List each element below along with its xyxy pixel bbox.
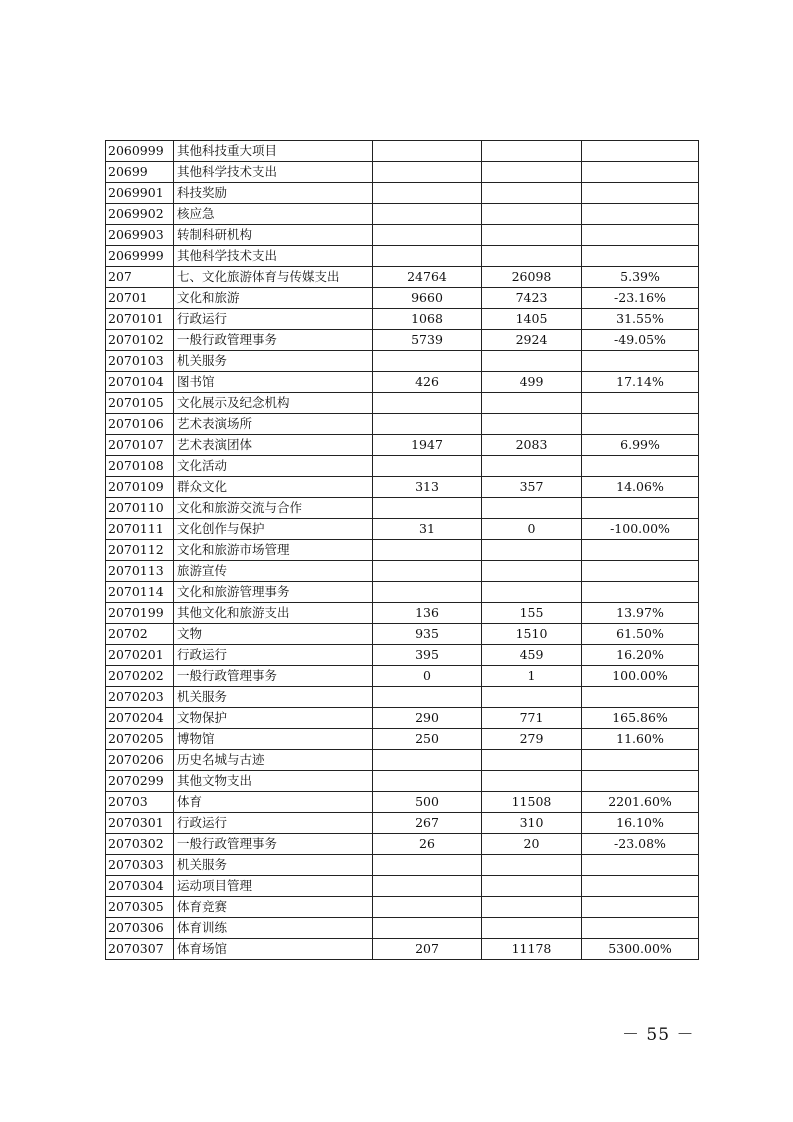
cell-code: 2070202 — [106, 666, 174, 687]
table-row — [106, 393, 699, 414]
cell-value-1: 500 — [373, 792, 482, 813]
budget-table-body — [106, 141, 699, 960]
cell-value-2 — [482, 456, 582, 477]
cell-value-2 — [482, 687, 582, 708]
cell-name: 一般行政管理事务 — [174, 330, 373, 351]
cell-percent: 16.10% — [582, 813, 699, 834]
cell-value-2: 26098 — [482, 267, 582, 288]
cell-code: 2070106 — [106, 414, 174, 435]
table-row — [106, 582, 699, 603]
cell-name: 文物 — [174, 624, 373, 645]
cell-name: 体育场馆 — [174, 939, 373, 960]
table-row — [106, 834, 699, 855]
cell-value-1 — [373, 414, 482, 435]
cell-name: 一般行政管理事务 — [174, 666, 373, 687]
cell-value-1: 1068 — [373, 309, 482, 330]
cell-percent — [582, 351, 699, 372]
cell-value-1: 5739 — [373, 330, 482, 351]
cell-value-1 — [373, 456, 482, 477]
table-row — [106, 183, 699, 204]
cell-code: 2070206 — [106, 750, 174, 771]
table-row — [106, 162, 699, 183]
cell-code: 2070203 — [106, 687, 174, 708]
cell-percent — [582, 456, 699, 477]
cell-percent: 13.97% — [582, 603, 699, 624]
cell-value-2 — [482, 498, 582, 519]
cell-code: 2070305 — [106, 897, 174, 918]
cell-code: 2070302 — [106, 834, 174, 855]
cell-code: 2070112 — [106, 540, 174, 561]
cell-code: 2069999 — [106, 246, 174, 267]
table-row — [106, 309, 699, 330]
cell-percent — [582, 582, 699, 603]
cell-value-2: 7423 — [482, 288, 582, 309]
cell-value-1 — [373, 876, 482, 897]
cell-percent: 17.14% — [582, 372, 699, 393]
table-row — [106, 351, 699, 372]
table-row — [106, 771, 699, 792]
cell-name: 其他科技重大项目 — [174, 141, 373, 162]
table-row — [106, 561, 699, 582]
cell-code: 2069902 — [106, 204, 174, 225]
cell-value-1 — [373, 561, 482, 582]
cell-value-2: 1 — [482, 666, 582, 687]
cell-code: 2070303 — [106, 855, 174, 876]
table-row — [106, 246, 699, 267]
table-row — [106, 414, 699, 435]
cell-percent: -23.16% — [582, 288, 699, 309]
cell-value-1 — [373, 918, 482, 939]
cell-code: 20702 — [106, 624, 174, 645]
cell-percent: 100.00% — [582, 666, 699, 687]
cell-value-1: 1947 — [373, 435, 482, 456]
cell-value-2: 310 — [482, 813, 582, 834]
cell-name: 艺术表演场所 — [174, 414, 373, 435]
table-row — [106, 645, 699, 666]
cell-percent — [582, 855, 699, 876]
table-row — [106, 267, 699, 288]
table-row — [106, 792, 699, 813]
table-row — [106, 477, 699, 498]
cell-value-2: 1510 — [482, 624, 582, 645]
cell-value-2: 20 — [482, 834, 582, 855]
cell-value-2: 2924 — [482, 330, 582, 351]
cell-name: 文化和旅游 — [174, 288, 373, 309]
cell-percent — [582, 141, 699, 162]
cell-value-1 — [373, 225, 482, 246]
cell-value-2 — [482, 414, 582, 435]
cell-name: 其他科学技术支出 — [174, 162, 373, 183]
cell-value-1: 250 — [373, 729, 482, 750]
table-row — [106, 729, 699, 750]
cell-code: 2070299 — [106, 771, 174, 792]
cell-code: 2070105 — [106, 393, 174, 414]
table-row — [106, 939, 699, 960]
table-row — [106, 519, 699, 540]
cell-percent — [582, 498, 699, 519]
cell-value-2: 2083 — [482, 435, 582, 456]
cell-name: 七、文化旅游体育与传媒支出 — [174, 267, 373, 288]
cell-name: 文化和旅游管理事务 — [174, 582, 373, 603]
cell-value-1 — [373, 498, 482, 519]
cell-value-1: 31 — [373, 519, 482, 540]
cell-value-2: 499 — [482, 372, 582, 393]
cell-name: 文化和旅游交流与合作 — [174, 498, 373, 519]
cell-code: 20701 — [106, 288, 174, 309]
cell-percent — [582, 540, 699, 561]
table-row — [106, 603, 699, 624]
cell-value-2: 11178 — [482, 939, 582, 960]
cell-code: 2070201 — [106, 645, 174, 666]
cell-percent — [582, 561, 699, 582]
cell-percent: 16.20% — [582, 645, 699, 666]
table-row — [106, 141, 699, 162]
cell-value-1 — [373, 897, 482, 918]
cell-value-1: 313 — [373, 477, 482, 498]
cell-value-2 — [482, 351, 582, 372]
cell-code: 2070301 — [106, 813, 174, 834]
cell-value-1: 0 — [373, 666, 482, 687]
cell-name: 文化展示及纪念机构 — [174, 393, 373, 414]
cell-value-1: 207 — [373, 939, 482, 960]
cell-name: 文化创作与保护 — [174, 519, 373, 540]
table-row — [106, 330, 699, 351]
cell-percent: -23.08% — [582, 834, 699, 855]
cell-value-1 — [373, 750, 482, 771]
cell-percent: 11.60% — [582, 729, 699, 750]
cell-value-2: 11508 — [482, 792, 582, 813]
table-row — [106, 687, 699, 708]
cell-value-1: 136 — [373, 603, 482, 624]
cell-code: 2070205 — [106, 729, 174, 750]
cell-percent — [582, 246, 699, 267]
cell-value-1 — [373, 204, 482, 225]
cell-percent — [582, 918, 699, 939]
cell-code: 2069903 — [106, 225, 174, 246]
cell-value-2 — [482, 582, 582, 603]
table-row — [106, 225, 699, 246]
cell-name: 其他科学技术支出 — [174, 246, 373, 267]
cell-name: 体育竞赛 — [174, 897, 373, 918]
cell-name: 旅游宣传 — [174, 561, 373, 582]
cell-percent: -100.00% — [582, 519, 699, 540]
cell-value-2 — [482, 876, 582, 897]
cell-percent: -49.05% — [582, 330, 699, 351]
cell-value-2 — [482, 204, 582, 225]
cell-value-2 — [482, 540, 582, 561]
cell-name: 机关服务 — [174, 351, 373, 372]
cell-code: 2070304 — [106, 876, 174, 897]
cell-name: 群众文化 — [174, 477, 373, 498]
cell-name: 体育 — [174, 792, 373, 813]
cell-value-1: 267 — [373, 813, 482, 834]
cell-code: 2070307 — [106, 939, 174, 960]
cell-code: 2070104 — [106, 372, 174, 393]
cell-value-2: 1405 — [482, 309, 582, 330]
cell-value-1 — [373, 855, 482, 876]
cell-value-1: 24764 — [373, 267, 482, 288]
cell-value-2: 771 — [482, 708, 582, 729]
cell-name: 其他文化和旅游支出 — [174, 603, 373, 624]
cell-value-2 — [482, 750, 582, 771]
cell-code: 2069901 — [106, 183, 174, 204]
cell-name: 行政运行 — [174, 813, 373, 834]
cell-value-1 — [373, 141, 482, 162]
cell-name: 一般行政管理事务 — [174, 834, 373, 855]
cell-code: 207 — [106, 267, 174, 288]
cell-value-2 — [482, 141, 582, 162]
cell-name: 行政运行 — [174, 309, 373, 330]
table-row — [106, 498, 699, 519]
cell-value-2: 459 — [482, 645, 582, 666]
cell-value-2: 0 — [482, 519, 582, 540]
cell-name: 历史名城与古迹 — [174, 750, 373, 771]
cell-value-1 — [373, 183, 482, 204]
cell-percent — [582, 204, 699, 225]
cell-code: 2070199 — [106, 603, 174, 624]
cell-percent — [582, 183, 699, 204]
cell-percent — [582, 225, 699, 246]
cell-value-2 — [482, 225, 582, 246]
cell-name: 博物馆 — [174, 729, 373, 750]
cell-name: 艺术表演团体 — [174, 435, 373, 456]
cell-percent: 61.50% — [582, 624, 699, 645]
page-number: － 55 － — [622, 1025, 695, 1045]
table-row — [106, 288, 699, 309]
cell-code: 2070103 — [106, 351, 174, 372]
cell-percent: 5.39% — [582, 267, 699, 288]
cell-value-1 — [373, 351, 482, 372]
table-row — [106, 813, 699, 834]
cell-code: 2070101 — [106, 309, 174, 330]
cell-value-1: 290 — [373, 708, 482, 729]
cell-percent: 14.06% — [582, 477, 699, 498]
cell-name: 行政运行 — [174, 645, 373, 666]
cell-percent: 31.55% — [582, 309, 699, 330]
cell-value-2 — [482, 246, 582, 267]
cell-name: 文物保护 — [174, 708, 373, 729]
cell-value-1 — [373, 162, 482, 183]
cell-percent: 2201.60% — [582, 792, 699, 813]
cell-name: 转制科研机构 — [174, 225, 373, 246]
table-row — [106, 456, 699, 477]
cell-value-1: 935 — [373, 624, 482, 645]
table-row — [106, 855, 699, 876]
table-row — [106, 918, 699, 939]
cell-name: 文化和旅游市场管理 — [174, 540, 373, 561]
cell-value-2: 279 — [482, 729, 582, 750]
cell-value-2 — [482, 918, 582, 939]
cell-code: 2070306 — [106, 918, 174, 939]
cell-name: 核应急 — [174, 204, 373, 225]
cell-name: 图书馆 — [174, 372, 373, 393]
table-row — [106, 750, 699, 771]
cell-value-1 — [373, 246, 482, 267]
table-row — [106, 708, 699, 729]
cell-code: 2070110 — [106, 498, 174, 519]
cell-percent: 165.86% — [582, 708, 699, 729]
cell-value-2 — [482, 855, 582, 876]
cell-percent — [582, 771, 699, 792]
cell-value-1: 26 — [373, 834, 482, 855]
cell-value-1 — [373, 582, 482, 603]
cell-code: 2070107 — [106, 435, 174, 456]
cell-name: 科技奖励 — [174, 183, 373, 204]
table-row — [106, 435, 699, 456]
cell-percent — [582, 897, 699, 918]
cell-value-2 — [482, 393, 582, 414]
cell-code: 2070113 — [106, 561, 174, 582]
cell-code: 20699 — [106, 162, 174, 183]
cell-percent — [582, 162, 699, 183]
cell-percent — [582, 750, 699, 771]
cell-value-2: 357 — [482, 477, 582, 498]
cell-value-1 — [373, 687, 482, 708]
cell-percent: 5300.00% — [582, 939, 699, 960]
table-row — [106, 897, 699, 918]
cell-value-2 — [482, 183, 582, 204]
cell-name: 其他文物支出 — [174, 771, 373, 792]
cell-name: 机关服务 — [174, 855, 373, 876]
table-row — [106, 624, 699, 645]
cell-value-1: 426 — [373, 372, 482, 393]
table-row — [106, 540, 699, 561]
table-row — [106, 372, 699, 393]
cell-code: 2070111 — [106, 519, 174, 540]
cell-percent — [582, 687, 699, 708]
cell-value-1: 9660 — [373, 288, 482, 309]
cell-name: 体育训练 — [174, 918, 373, 939]
budget-table — [105, 140, 699, 960]
cell-name: 文化活动 — [174, 456, 373, 477]
cell-value-2 — [482, 561, 582, 582]
cell-code: 2070102 — [106, 330, 174, 351]
cell-code: 2060999 — [106, 141, 174, 162]
cell-code: 2070109 — [106, 477, 174, 498]
cell-percent: 6.99% — [582, 435, 699, 456]
cell-value-1 — [373, 540, 482, 561]
cell-name: 机关服务 — [174, 687, 373, 708]
cell-code: 20703 — [106, 792, 174, 813]
cell-code: 2070114 — [106, 582, 174, 603]
cell-code: 2070108 — [106, 456, 174, 477]
cell-code: 2070204 — [106, 708, 174, 729]
cell-value-1 — [373, 771, 482, 792]
cell-value-1 — [373, 393, 482, 414]
cell-percent — [582, 876, 699, 897]
cell-value-1: 395 — [373, 645, 482, 666]
cell-name: 运动项目管理 — [174, 876, 373, 897]
cell-percent — [582, 393, 699, 414]
cell-value-2: 155 — [482, 603, 582, 624]
cell-percent — [582, 414, 699, 435]
table-row — [106, 876, 699, 897]
cell-value-2 — [482, 897, 582, 918]
cell-value-2 — [482, 162, 582, 183]
cell-value-2 — [482, 771, 582, 792]
table-row — [106, 666, 699, 687]
table-row — [106, 204, 699, 225]
